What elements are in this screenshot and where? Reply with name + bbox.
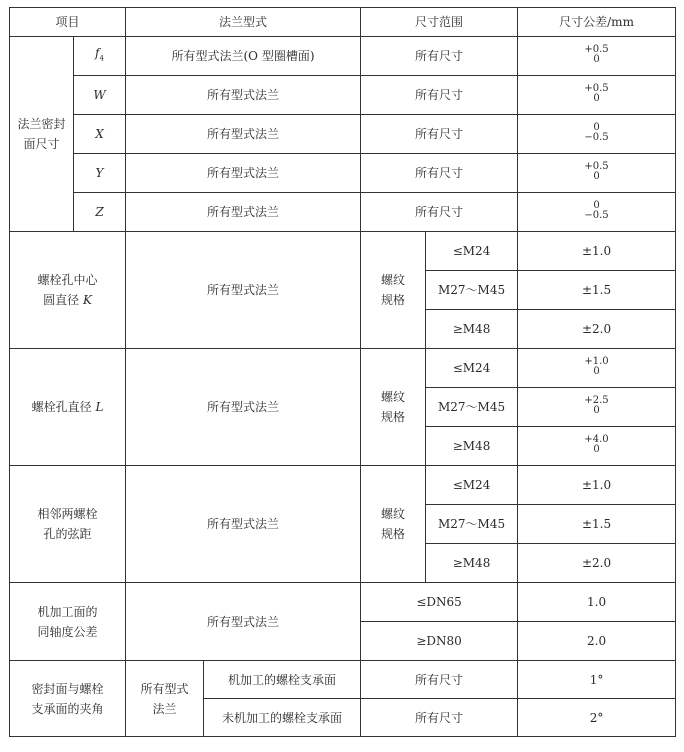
flange-type-cell: 所有型式法兰(O 型圈槽面): [126, 37, 361, 76]
symbol-main: f: [95, 46, 100, 61]
flange-type-cell: 所有型式法兰: [126, 193, 361, 232]
flange-type-cell: 所有型式法兰: [126, 154, 361, 193]
chord-label-line2: 孔的弦距: [43, 527, 92, 541]
flange-type-cell: 所有型式法兰: [126, 466, 361, 583]
flange-type-cell: 所有型式法兰: [126, 76, 361, 115]
tol-lower: 0: [593, 53, 600, 65]
header-item: 项目: [10, 8, 126, 37]
seal-group-label: [10, 37, 74, 232]
chord-label-line1: 相邻两螺栓: [37, 507, 98, 521]
tol-upper: +0.5: [584, 160, 609, 172]
tol-upper: 0: [593, 121, 600, 133]
size-range-cell: 所有尺寸: [361, 193, 518, 232]
thread-size-cell: ≤M24: [426, 466, 518, 505]
bolt-hole-symbol: L: [95, 400, 104, 414]
size-range-cell: ≥DN80: [361, 622, 518, 661]
tolerance-cell: ±1.5: [518, 505, 676, 544]
tol-lower: 0: [593, 404, 600, 416]
table-row: [10, 193, 676, 232]
flange-type-cell: 所有型式法兰: [126, 232, 361, 349]
tolerance-cell: ±1.0: [518, 232, 676, 271]
tolerance-cell: [518, 388, 676, 427]
thread-size-cell: ≤M24: [426, 349, 518, 388]
thread-spec-line1: 螺纹: [381, 273, 406, 287]
coaxial-label-line2: 同轴度公差: [37, 624, 98, 639]
tol-lower: 0: [593, 443, 600, 455]
bearing-surface-cell: 机加工的螺栓支承面: [204, 661, 361, 699]
table-row: [10, 232, 676, 271]
tol-upper: +1.0: [584, 355, 609, 367]
bolt-circle-symbol: K: [82, 293, 92, 307]
thread-spec-line1: 螺纹: [381, 390, 406, 404]
tolerance-cell: 2°: [518, 699, 676, 737]
size-range-cell: 所有尺寸: [361, 76, 518, 115]
table-row: [10, 349, 676, 388]
angle-flange-type: [126, 661, 204, 737]
thread-spec-line2: 规格: [381, 293, 406, 307]
header-row: [10, 8, 676, 37]
flange-tolerance-table: [9, 7, 676, 737]
tolerance-cell: 1°: [518, 661, 676, 699]
bolt-circle-label: [10, 232, 126, 349]
tolerance-cell: 1.0: [518, 583, 676, 622]
tol-lower: 0: [593, 92, 600, 104]
table-row: [10, 115, 676, 154]
tolerance-cell: ±2.0: [518, 544, 676, 583]
tolerance-cell: ±1.0: [518, 466, 676, 505]
tol-lower: 0: [593, 170, 600, 182]
thread-size-cell: M27～M45: [426, 505, 518, 544]
tolerance-cell: [518, 349, 676, 388]
tolerance-cell: [518, 154, 676, 193]
size-range-cell: 所有尺寸: [361, 115, 518, 154]
tolerance-cell: [518, 427, 676, 466]
tol-upper: 0: [593, 199, 600, 211]
tol-upper: +2.5: [584, 394, 609, 406]
bearing-surface-cell: 未机加工的螺栓支承面: [204, 699, 361, 737]
tolerance-cell: [518, 76, 676, 115]
angle-label-line2: 支承面的夹角: [31, 701, 104, 716]
seal-symbol: Y: [74, 154, 126, 193]
size-range-cell: 所有尺寸: [361, 661, 518, 699]
thread-size-cell: ≥M48: [426, 544, 518, 583]
thread-spec-line1: 螺纹: [381, 507, 406, 521]
table-row: [10, 154, 676, 193]
flange-type-cell: 所有型式法兰: [126, 583, 361, 661]
thread-spec-label: [361, 232, 426, 349]
symbol-subscript: 4: [99, 54, 104, 63]
size-range-cell: 所有尺寸: [361, 699, 518, 737]
tol-upper: +0.5: [584, 82, 609, 94]
angle-label: [10, 661, 126, 737]
table-row: [10, 661, 676, 699]
size-range-cell: 所有尺寸: [361, 37, 518, 76]
thread-size-cell: M27～M45: [426, 388, 518, 427]
thread-size-cell: ≤M24: [426, 232, 518, 271]
tol-upper: +0.5: [584, 43, 609, 55]
table-row: [10, 76, 676, 115]
thread-size-cell: ≥M48: [426, 310, 518, 349]
seal-group-label-line2: 面尺寸: [23, 137, 60, 151]
tolerance-cell: [518, 37, 676, 76]
header-size-range: 尺寸范围: [361, 8, 518, 37]
flange-type-cell: 所有型式法兰: [126, 115, 361, 154]
seal-symbol: W: [74, 76, 126, 115]
bolt-circle-label-line1: 螺栓孔中心: [37, 273, 98, 287]
tolerance-cell: [518, 115, 676, 154]
coaxial-label: [10, 583, 126, 661]
size-range-cell: ≤DN65: [361, 583, 518, 622]
thread-size-cell: ≥M48: [426, 427, 518, 466]
header-tolerance: 尺寸公差/mm: [518, 8, 676, 37]
header-flange-type: 法兰型式: [126, 8, 361, 37]
seal-symbol: Z: [74, 193, 126, 232]
table-row: [10, 466, 676, 505]
bolt-hole-label-text: 螺栓孔直径: [31, 400, 96, 414]
flange-type-cell: 所有型式法兰: [126, 349, 361, 466]
tol-lower: −0.5: [584, 209, 609, 221]
coaxial-label-line1: 机加工面的: [37, 604, 98, 619]
thread-spec-line2: 规格: [381, 527, 406, 541]
angle-label-line1: 密封面与螺栓: [31, 681, 104, 696]
bolt-hole-label: [10, 349, 126, 466]
seal-symbol: X: [74, 115, 126, 154]
tol-lower: 0: [593, 365, 600, 377]
angle-flange-type-line1: 所有型式: [140, 681, 189, 696]
table-row: [10, 37, 676, 76]
size-range-cell: 所有尺寸: [361, 154, 518, 193]
thread-spec-label: [361, 466, 426, 583]
bolt-circle-label-line2: 圆直径: [43, 293, 83, 307]
tolerance-cell: 2.0: [518, 622, 676, 661]
angle-flange-type-line2: 法兰: [152, 701, 177, 716]
tol-upper: +4.0: [584, 433, 609, 445]
seal-symbol-f4: [74, 37, 126, 76]
tol-lower: −0.5: [584, 131, 609, 143]
tolerance-cell: ±2.0: [518, 310, 676, 349]
table-row: [10, 583, 676, 622]
thread-spec-label: [361, 349, 426, 466]
thread-size-cell: M27～M45: [426, 271, 518, 310]
thread-spec-line2: 规格: [381, 410, 406, 424]
tolerance-cell: ±1.5: [518, 271, 676, 310]
tolerance-cell: [518, 193, 676, 232]
seal-group-label-line1: 法兰密封: [17, 117, 66, 131]
chord-label: [10, 466, 126, 583]
